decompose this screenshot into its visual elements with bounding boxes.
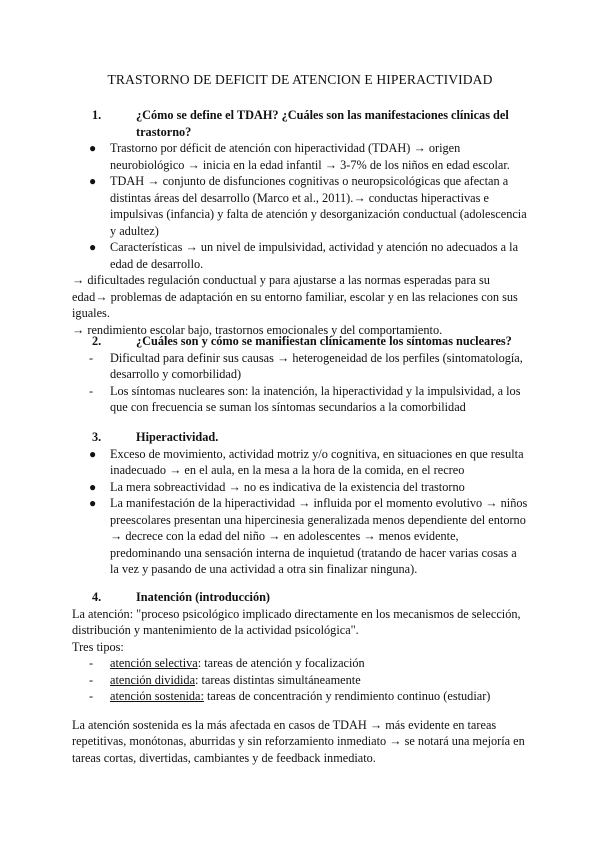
list-item <box>0 655 600 672</box>
dash-icon: - <box>89 350 94 365</box>
section-heading-text: Inatención (introducción) <box>136 590 271 604</box>
section-3 <box>0 429 600 578</box>
section-number: 2. <box>92 334 102 348</box>
list-item <box>0 479 600 496</box>
section-3-heading <box>0 429 516 446</box>
section-2-heading <box>0 333 556 350</box>
list-item-text: La mera sobreactividad → no es indicativa de la existencia del trastorno <box>110 479 465 494</box>
list-item-text: La manifestación de la hiperactividad → influida por el momento evolutivo → niños preescolares presentan una hipercinesia generalizada menos dependiente del entorno → decrece con la edad del niño → en adolescentes → menos evidente, predominando una sensación interna de inquietud (tratando de hacer varias cosas a la vez y pasando de una actividad a otra sin finalizar ninguna). <box>110 496 528 576</box>
attention-type-desc: : tareas distintas simultáneamente <box>195 672 361 687</box>
dash-icon: - <box>89 672 94 687</box>
dash-icon: - <box>89 689 94 703</box>
list-item <box>0 688 600 705</box>
list-item <box>0 383 600 416</box>
list-item <box>0 495 600 578</box>
dash-icon: - <box>89 656 94 670</box>
attention-type-desc: tareas de concentración y rendimiento continuo (estudiar) <box>203 689 491 703</box>
bullet-icon: ● <box>89 174 97 188</box>
document-title: TRASTORNO DE DEFICIT DE ATENCION E HIPERACTIVIDAD <box>107 72 493 87</box>
section-number: 1. <box>92 108 102 122</box>
list-item <box>0 140 600 173</box>
section-1 <box>0 107 600 338</box>
list-item-text: Dificultad para definir sus causas → heterogeneidad de los perfiles (sintomatología, desarrollo y comorbilidad) <box>110 350 523 381</box>
attention-type-term: atención sostenida: <box>110 689 204 703</box>
section-heading-text: ¿Cómo se define el TDAH? ¿Cuáles son las manifestaciones clínicas del trastorno? <box>136 108 509 139</box>
attention-type-term: atención selectiva <box>110 656 198 670</box>
types-label: Tres tipos: <box>72 639 124 654</box>
list-item-text: Características → un nivel de impulsividad, actividad y atención no adecuados a la edad de desarrollo. <box>110 240 519 271</box>
section-2 <box>0 333 600 416</box>
bullet-icon: ● <box>89 446 97 461</box>
section-4-heading <box>0 589 516 606</box>
section-heading-text: Hiperactividad. <box>136 430 219 444</box>
section-number: 3. <box>92 430 102 444</box>
list-item-text: TDAH → conjunto de disfunciones cognitivas o neuropsicológicas que afectan a distintas áreas del desarrollo (Marco et al., 2011).→ conductas hiperactivas e impulsivas (infancia) y falta de atención y desorganización conductual (adolescencia y adultez) <box>110 174 527 238</box>
spacer <box>0 705 600 717</box>
list-item <box>0 173 600 239</box>
list-item <box>0 350 600 383</box>
list-item <box>0 446 600 479</box>
bullet-icon: ● <box>89 479 97 494</box>
bullet-icon: ● <box>89 240 97 254</box>
section-number: 4. <box>92 590 102 604</box>
attention-type-desc: : tareas de atención y focalización <box>197 656 365 670</box>
bullet-icon: ● <box>89 496 97 510</box>
list-item <box>0 239 600 272</box>
bullet-icon: ● <box>89 141 97 155</box>
list-item-text: Trastorno por déficit de atención con hiperactividad (TDAH) → origen neurobiológico → inicia en la edad infantil → 3-7% de los niños en edad escolar. <box>110 141 510 172</box>
section-4 <box>0 589 600 766</box>
section-heading-text: ¿Cuáles son y cómo se manifiestan clínicamente los síntomas nucleares? <box>136 334 512 348</box>
list-item-text: Los síntomas nucleares son: la inatención, la hiperactividad y la impulsividad, a los que con frecuencia se suman los síntomas secundarios a la comorbilidad <box>110 383 521 414</box>
paragraph: → rendimiento escolar bajo, trastornos emocionales y del comportamiento. <box>72 322 443 337</box>
section-1-heading <box>0 107 516 140</box>
paragraph: La atención sostenida es la más afectada en casos de TDAH → más evidente en tareas repetitivas, monótonas, aburridas y sin reforzamiento inmediato → se notará una mejoría en tareas cortas, divertidas, cambiantes y de feedback inmediato. <box>72 717 525 765</box>
attention-type-term: atención dividida <box>110 672 196 687</box>
paragraph: → dificultades regulación conductual y para ajustarse a las normas esperadas para su edad→ problemas de adaptación en su entorno familiar, escolar y en las relaciones con sus iguales. <box>72 273 518 320</box>
list-item-text: Exceso de movimiento, actividad motriz y/o cognitiva, en situaciones en que resulta inadecuado → en el aula, en la mesa a la hora de la comida, en el recreo <box>110 446 524 477</box>
dash-icon: - <box>89 383 94 398</box>
paragraph: La atención: "proceso psicológico implicado directamente en los mecanismos de selección, distribución y mantenimiento de la actividad psicológica". <box>72 606 521 637</box>
list-item <box>0 672 600 689</box>
